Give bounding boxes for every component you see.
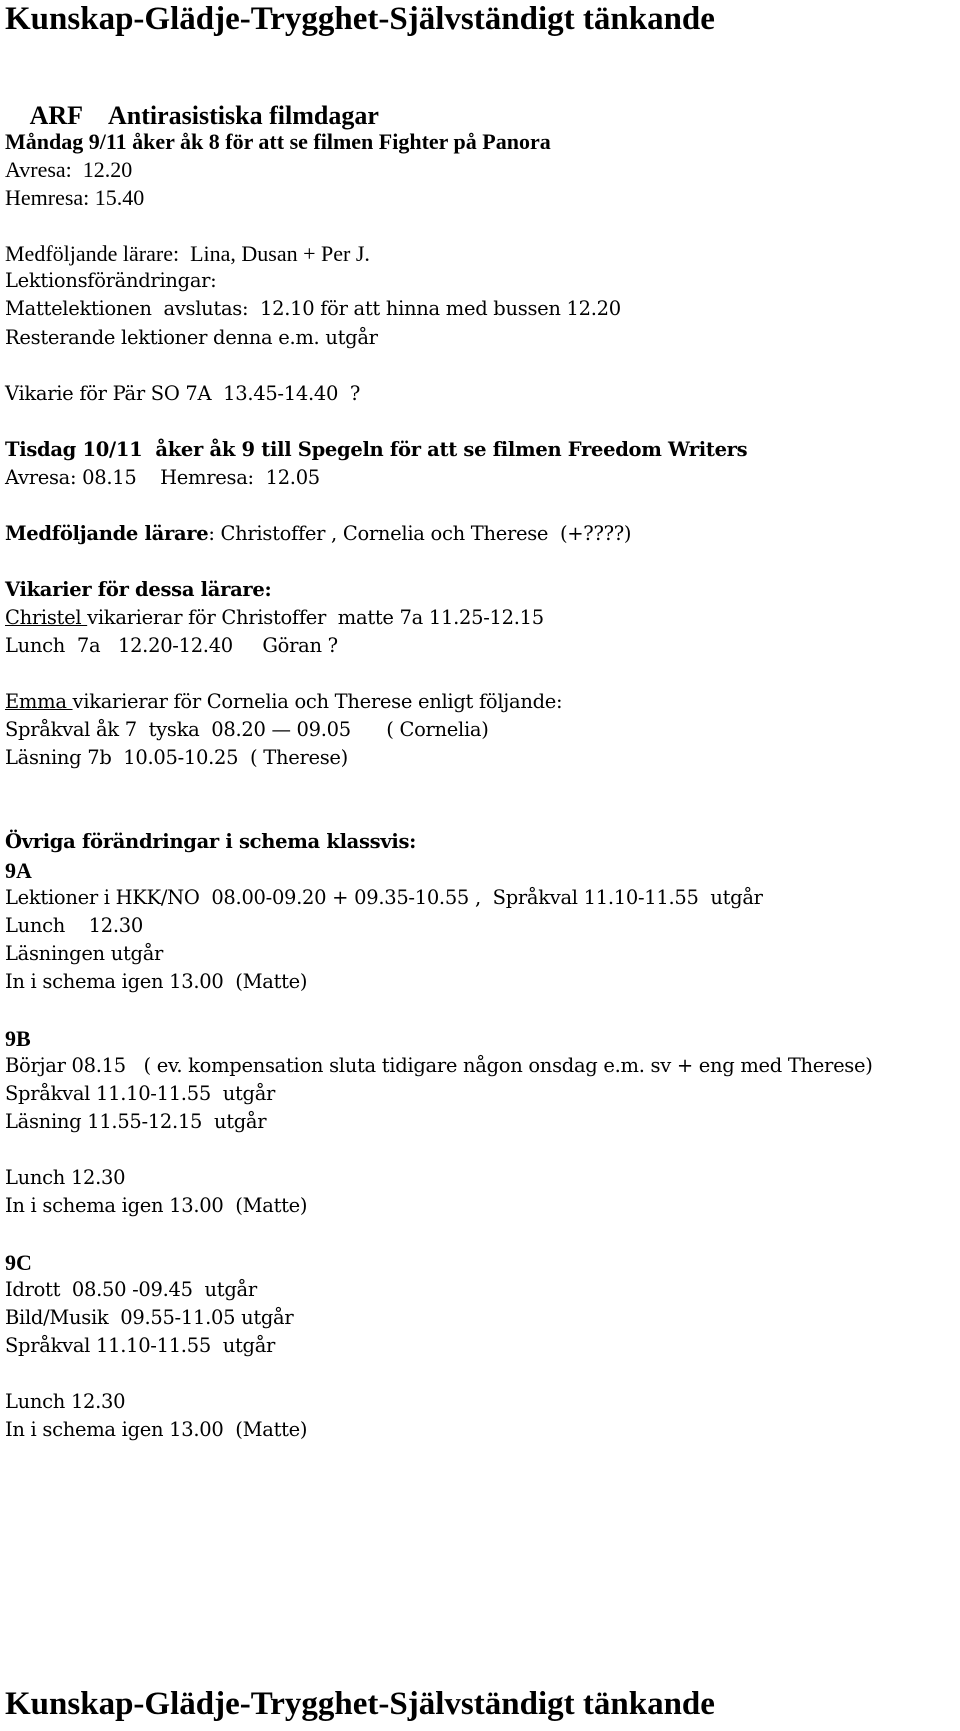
tuesday-heading: Tisdag 10/11 åker åk 9 till Spegeln för att se filmen Freedom Writers (5, 438, 748, 461)
monday-heading: Måndag 9/11 åker åk 8 för att se filmen Fighter på Panora (5, 129, 551, 154)
tuesday-teachers-value: : Christoffer , Cornelia och Therese (+????) (208, 522, 632, 545)
arf-tag: ARF (29, 101, 84, 130)
tuesday-teachers (5, 524, 631, 544)
arf-title: Antirasistiska filmdagar (108, 101, 379, 130)
class-9c-heading: 9C (5, 1250, 32, 1275)
class-9a-line: Lektioner i HKK/NO 08.00-09.20 + 09.35-10.55 , Språkval 11.10-11.55 utgår (5, 886, 763, 909)
document-page (5, 0, 955, 1731)
monday-teachers: Medföljande lärare: Lina, Dusan + Per J. (5, 241, 370, 266)
monday-change-1: Mattelektionen avslutas: 12.10 för att hinna med bussen 12.20 (5, 297, 621, 320)
class-9c-line: Lunch 12.30 (5, 1390, 126, 1413)
monday-substitute: Vikarie för Pär SO 7A 13.45-14.40 ? (5, 382, 361, 405)
class-9b-line: Lunch 12.30 (5, 1166, 126, 1189)
monday-change-2: Resterande lektioner denna e.m. utgår (5, 326, 378, 349)
ovriga-heading: Övriga förändringar i schema klassvis: (5, 830, 417, 853)
monday-hemresa: Hemresa: 15.40 (5, 185, 145, 210)
class-9c-line: Idrott 08.50 -09.45 utgår (5, 1278, 257, 1301)
tuesday-sprakval: Språkval åk 7 tyska 08.20 — 09.05 ( Cornelia) (5, 718, 489, 741)
emma-line (5, 692, 562, 712)
tuesday-lunch: Lunch 7a 12.20-12.40 Göran ? (5, 634, 338, 657)
class-9b-line: Språkval 11.10-11.55 utgår (5, 1082, 276, 1105)
christel-name: Christel (5, 606, 88, 629)
class-9b-line: Läsning 11.55-12.15 utgår (5, 1110, 267, 1133)
emma-name: Emma (5, 690, 73, 713)
class-9a-line: Läsningen utgår (5, 942, 164, 965)
motto-footer: Kunskap-Glädje-Trygghet-Självständigt tänkande (5, 1686, 715, 1722)
tuesday-subs-heading: Vikarier för dessa lärare: (5, 578, 272, 601)
class-9a-heading: 9A (5, 858, 32, 883)
class-9c-line: Språkval 11.10-11.55 utgår (5, 1334, 276, 1357)
motto-header: Kunskap-Glädje-Trygghet-Självständigt tänkande (5, 1, 715, 37)
tuesday-teachers-label: Medföljande lärare (5, 522, 209, 545)
tuesday-lasning: Läsning 7b 10.05-10.25 ( Therese) (5, 746, 348, 769)
class-9c-line: In i schema igen 13.00 (Matte) (5, 1418, 308, 1441)
class-9a-line: In i schema igen 13.00 (Matte) (5, 970, 308, 993)
class-9b-line: In i schema igen 13.00 (Matte) (5, 1194, 308, 1217)
monday-avresa: Avresa: 12.20 (5, 157, 133, 182)
class-9b-heading: 9B (5, 1026, 31, 1051)
class-9a-line: Lunch 12.30 (5, 914, 143, 937)
christel-text: vikarierar för Christoffer matte 7a 11.25-12.15 (87, 606, 544, 629)
class-9b-line: Börjar 08.15 ( ev. kompensation sluta tidigare någon onsdag e.m. sv + eng med Therese) (5, 1054, 873, 1077)
emma-text: vikarierar för Cornelia och Therese enligt följande: (72, 690, 563, 713)
class-9c-line: Bild/Musik 09.55-11.05 utgår (5, 1306, 294, 1329)
christel-line (5, 608, 544, 628)
tuesday-travel: Avresa: 08.15 Hemresa: 12.05 (5, 466, 320, 489)
monday-changes-label: Lektionsförändringar: (5, 269, 217, 292)
